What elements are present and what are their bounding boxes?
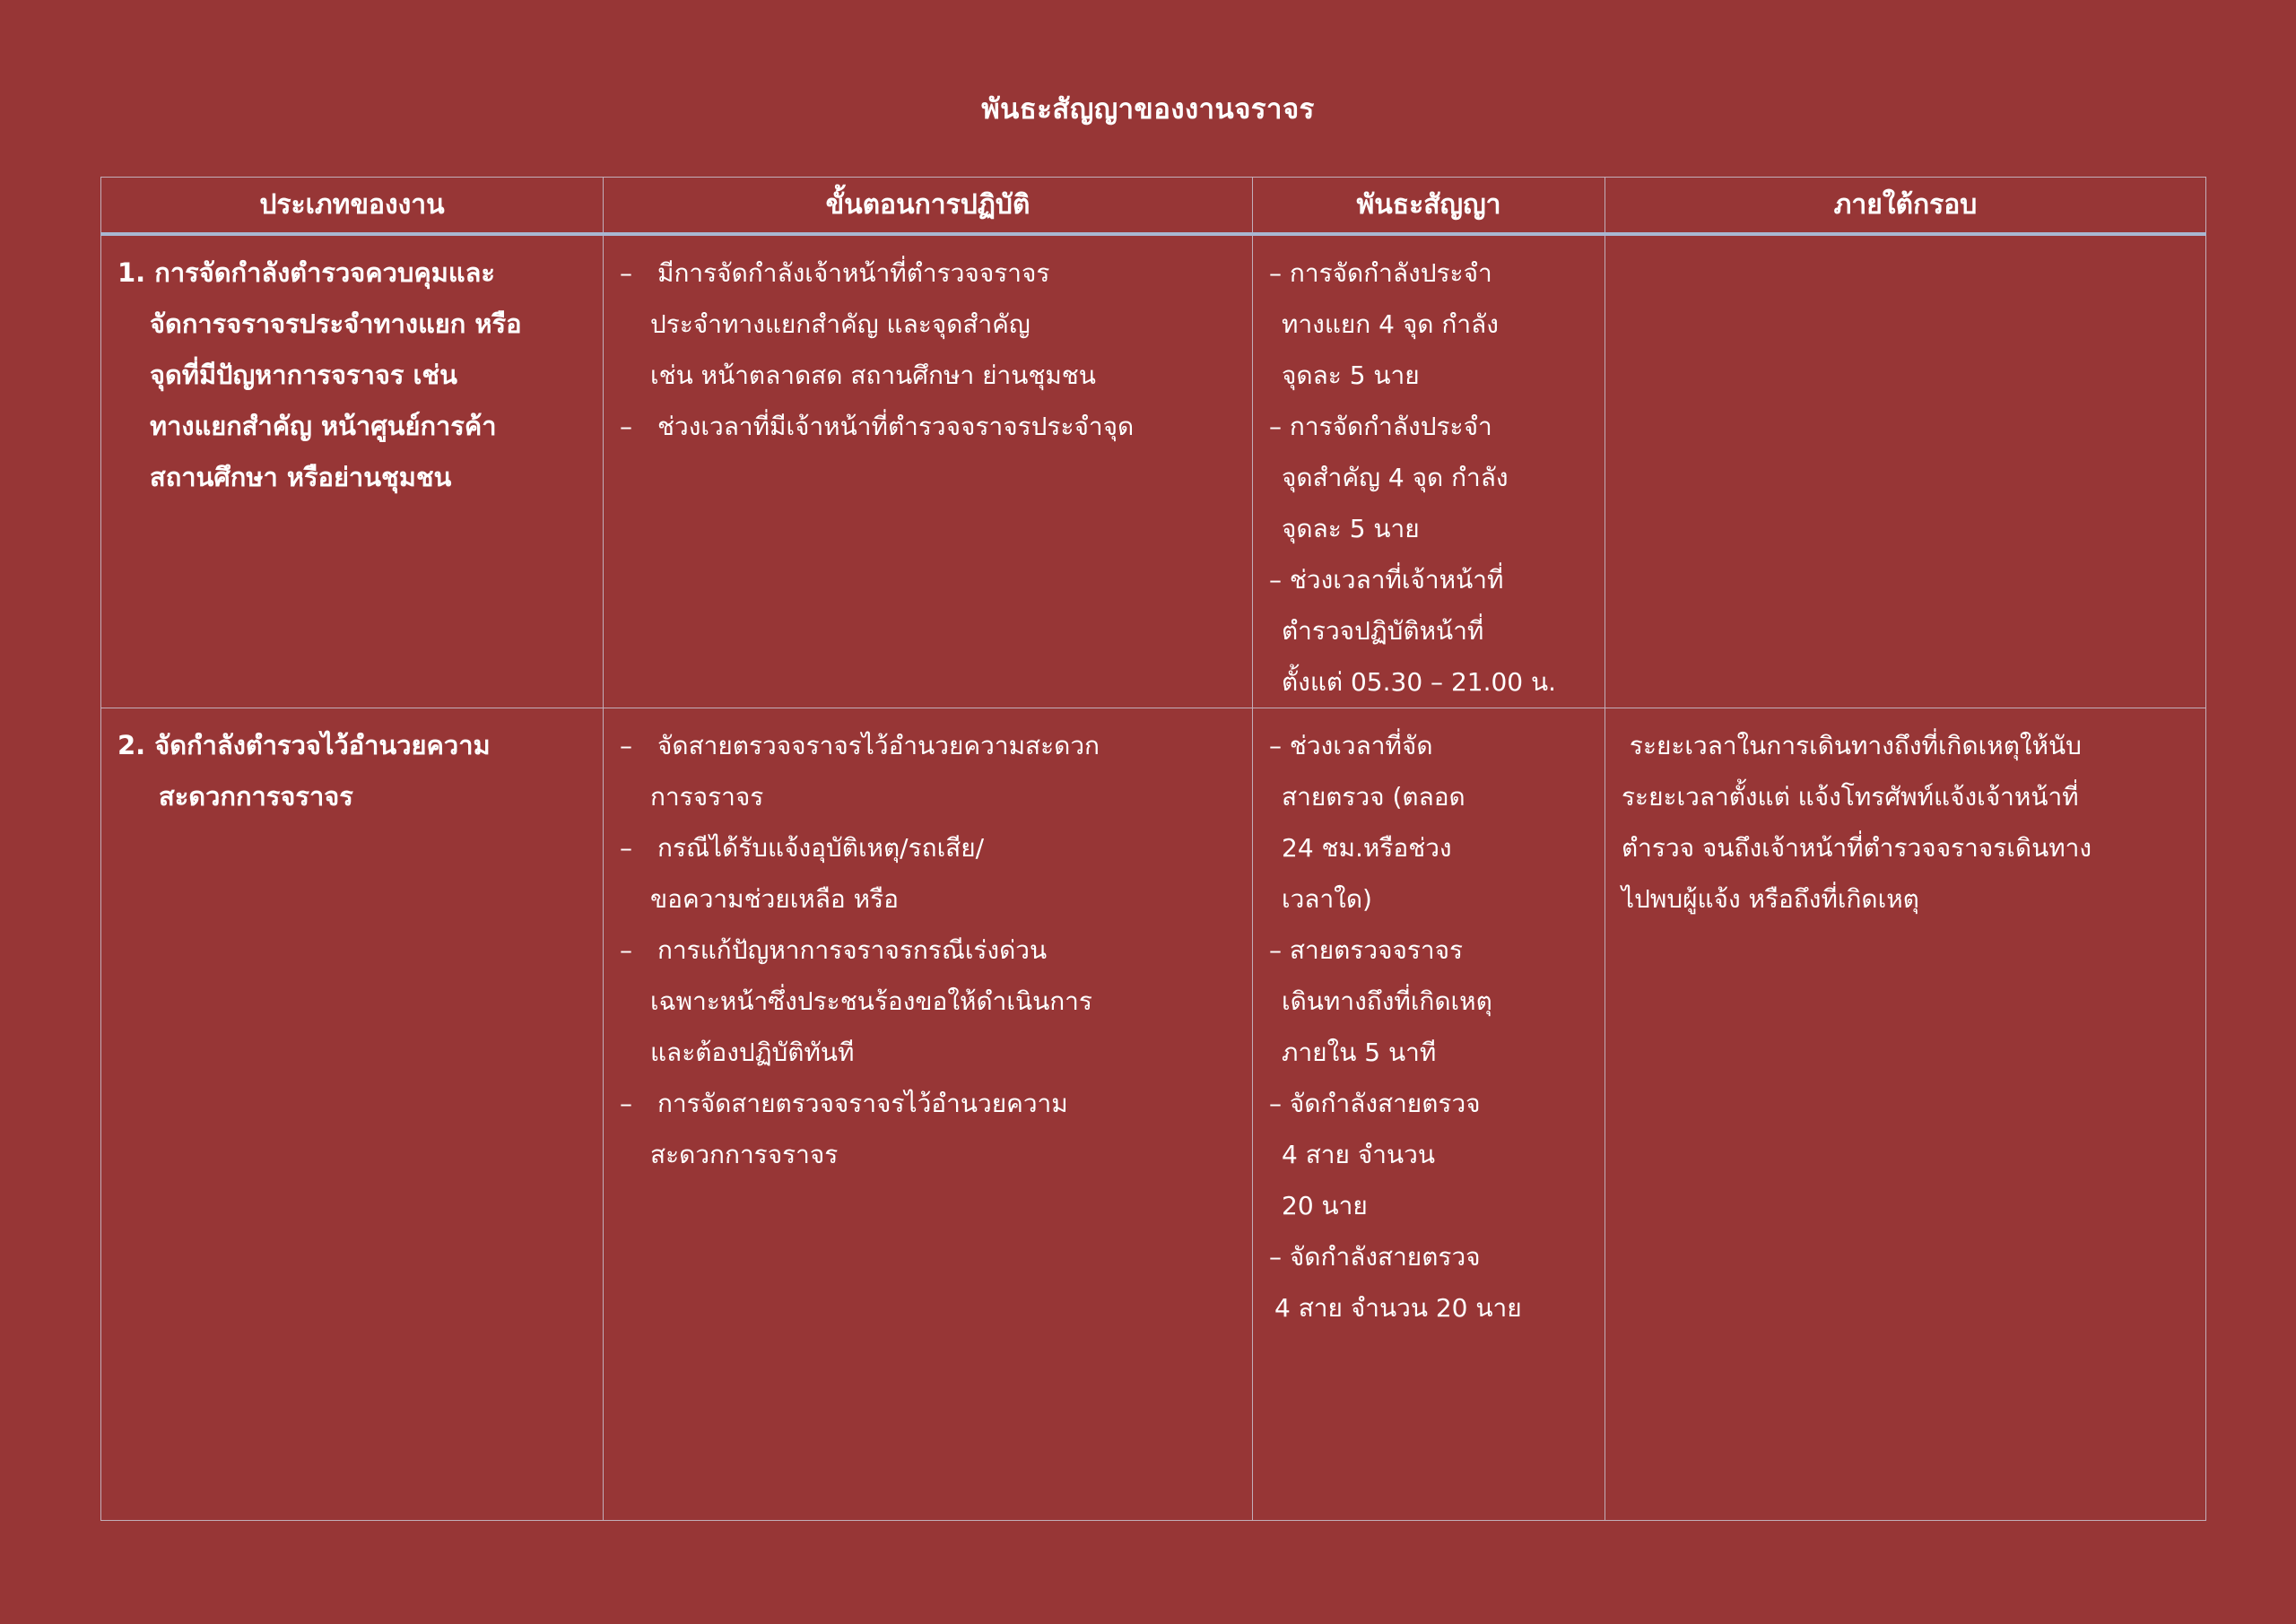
procedure-text: ช่วงเวลาที่มีเจ้าหน้าที่ตำรวจจราจรประจำจุด xyxy=(657,412,1135,441)
procedure-cell xyxy=(604,708,1253,1521)
framework-line: ระยะเวลาตั้งแต่ แจ้งโทรศัพท์แจ้งเจ้าหน้าที่ xyxy=(1622,782,2079,812)
procedure-item xyxy=(620,771,1238,822)
bullet-dash: – xyxy=(620,258,632,288)
commitment-line: เวลาใด) xyxy=(1282,884,1372,914)
commitment-line: ทางแยก 4 จุด กำลัง xyxy=(1282,309,1499,339)
procedure-text: มีการจัดกำลังเจ้าหน้าที่ตำรวจจราจร xyxy=(657,258,1050,288)
procedure-text: สะดวกการจราจร xyxy=(650,1140,839,1169)
bullet-dash: – xyxy=(620,412,632,441)
commitment-cell xyxy=(1253,234,1605,708)
work-type-line: สะดวกการจราจร xyxy=(159,781,353,812)
work-type-cell xyxy=(101,234,604,708)
procedure-text: การจัดสายตรวจจราจรไว้อำนวยความ xyxy=(657,1089,1068,1118)
procedure-text: ขอความช่วยเหลือ หรือ xyxy=(650,884,899,914)
procedure-text: การแก้ปัญหาการจราจรกรณีเร่งด่วน xyxy=(657,935,1048,965)
table-row xyxy=(101,708,2206,1521)
procedure-text: เช่น หน้าตลาดสด สถานศึกษา ย่านชุมชน xyxy=(650,360,1096,390)
commitment-line: 20 นาย xyxy=(1282,1191,1368,1220)
commitment-line: สายตรวจ (ตลอด xyxy=(1282,782,1465,812)
procedure-item xyxy=(620,1129,1238,1180)
commitment-line: – การจัดกำลังประจำ xyxy=(1269,258,1492,288)
procedure-item xyxy=(620,822,1238,873)
procedure-item xyxy=(620,401,1238,452)
commitment-line: ตั้งแต่ 05.30 – 21.00 น. xyxy=(1282,667,1557,697)
commitment-line: เดินทางถึงที่เกิดเหตุ xyxy=(1282,986,1492,1016)
procedure-text: ประจำทางแยกสำคัญ และจุดสำคัญ xyxy=(650,309,1031,339)
framework-line: ไปพบผู้แจ้ง หรือถึงที่เกิดเหตุ xyxy=(1622,884,1919,914)
procedure-item xyxy=(620,248,1238,299)
commitment-line: จุดสำคัญ 4 จุด กำลัง xyxy=(1282,463,1509,492)
procedure-text: จัดสายตรวจจราจรไว้อำนวยความสะดวก xyxy=(657,731,1100,760)
work-type-line: 2. จัดกำลังตำรวจไว้อำนวยความ xyxy=(117,730,491,760)
framework-line: ตำรวจ จนถึงเจ้าหน้าที่ตำรวจจราจรเดินทาง xyxy=(1622,833,2092,863)
bullet-dash: – xyxy=(620,833,632,863)
work-type-line: จัดการจราจรประจำทางแยก หรือ xyxy=(150,308,522,339)
procedure-text: กรณีได้รับแจ้งอุบัติเหตุ/รถเสีย/ xyxy=(657,833,985,863)
commitment-line: จุดละ 5 นาย xyxy=(1282,514,1420,543)
commitment-line: ภายใน 5 นาที xyxy=(1282,1038,1437,1067)
commitment-line: – สายตรวจจราจร xyxy=(1269,935,1464,965)
work-type-line: ทางแยกสำคัญ หน้าศูนย์การค้า xyxy=(150,411,497,441)
bullet-dash: – xyxy=(620,935,632,965)
header-framework: ภายใต้กรอบ xyxy=(1605,178,2206,235)
work-type-line: สถานศึกษา หรือย่านชุมชน xyxy=(150,462,452,492)
procedure-item xyxy=(620,1078,1238,1129)
procedure-item xyxy=(620,299,1238,350)
commitment-line: 4 สาย จำนวน 20 นาย xyxy=(1274,1293,1522,1323)
commitment-line: – จัดกำลังสายตรวจ xyxy=(1269,1242,1481,1272)
procedure-item xyxy=(620,925,1238,976)
header-procedure: ขั้นตอนการปฏิบัติ xyxy=(604,178,1253,235)
commitment-line: – ช่วงเวลาที่เจ้าหน้าที่ xyxy=(1269,565,1504,595)
commitment-line: จุดละ 5 นาย xyxy=(1282,360,1420,390)
traffic-commitment-table xyxy=(100,177,2206,1521)
procedure-item xyxy=(620,720,1238,771)
work-type-line: จุดที่มีปัญหาการจราจร เช่น xyxy=(150,360,457,390)
procedure-text: และต้องปฏิบัติทันที xyxy=(650,1038,855,1067)
procedure-text: การจราจร xyxy=(650,782,764,812)
header-work-type: ประเภทของงาน xyxy=(101,178,604,235)
framework-cell xyxy=(1605,234,2206,708)
work-type-line: 1. การจัดกำลังตำรวจควบคุมและ xyxy=(117,257,495,288)
framework-line: ระยะเวลาในการเดินทางถึงที่เกิดเหตุให้นับ xyxy=(1622,731,2082,760)
procedure-item xyxy=(620,350,1238,401)
document-title: พันธะสัญญาของงานจราจร xyxy=(981,93,1315,126)
procedure-item xyxy=(620,976,1238,1027)
work-type-cell xyxy=(101,708,604,1521)
procedure-text: เฉพาะหน้าซึ่งประชนร้องขอให้ดำเนินการ xyxy=(650,986,1092,1016)
commitment-line: – การจัดกำลังประจำ xyxy=(1269,412,1492,441)
table-header-row xyxy=(101,178,2206,235)
commitment-line: 24 ชม.หรือช่วง xyxy=(1282,833,1452,863)
framework-cell xyxy=(1605,708,2206,1521)
commitment-line: – จัดกำลังสายตรวจ xyxy=(1269,1089,1481,1118)
bullet-dash: – xyxy=(620,1089,632,1118)
procedure-item xyxy=(620,873,1238,925)
bullet-dash: – xyxy=(620,731,632,760)
commitment-line: – ช่วงเวลาที่จัด xyxy=(1269,731,1433,760)
procedure-item xyxy=(620,1027,1238,1078)
commitment-cell xyxy=(1253,708,1605,1521)
header-commitment: พันธะสัญญา xyxy=(1253,178,1605,235)
commitment-line: ตำรวจปฏิบัติหน้าที่ xyxy=(1282,616,1484,646)
procedure-cell xyxy=(604,234,1253,708)
commitment-line: 4 สาย จำนวน xyxy=(1282,1140,1435,1169)
table-row xyxy=(101,234,2206,708)
